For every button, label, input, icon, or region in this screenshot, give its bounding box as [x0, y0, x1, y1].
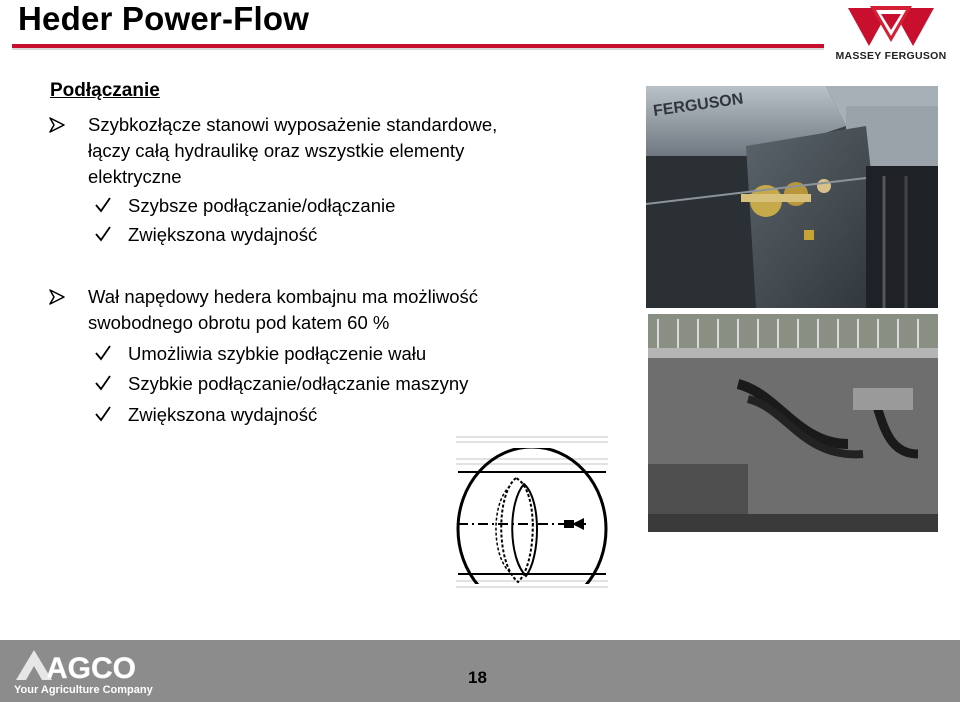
sub-bullet-text: Umożliwia szybkie podłączenie wału [128, 343, 427, 364]
arrowhead-bullet-icon [48, 288, 66, 306]
driveshaft-rotation-diagram [456, 434, 608, 598]
title-underline-shadow [12, 48, 824, 50]
section-heading: Podłączanie [50, 80, 160, 101]
checkmark-icon [94, 374, 112, 392]
checkmark-icon [94, 196, 112, 214]
machine-brand-label: FERGUSON [652, 90, 745, 120]
header-hydraulics-photo [648, 314, 938, 532]
sub-bullet-text: Zwiększona wydajność [128, 404, 318, 425]
bullet-text: Wał napędowy hedera kombajnu ma możliwość swobodnego obrotu pod katem 60 % [88, 286, 479, 333]
massey-ferguson-wordmark: MASSEY FERGUSON [835, 50, 947, 62]
sub-bullet-text: Szybkie podłączanie/odłączanie maszyny [128, 373, 469, 394]
page-number: 18 [468, 668, 487, 687]
combine-coupling-photo [646, 86, 938, 308]
triple-triangle-icon [828, 2, 954, 50]
slide-title: Heder Power-Flow [18, 0, 310, 37]
agco-wordmark: AGCO [46, 652, 136, 682]
bullet-text: Szybkozłącze stanowi wyposażenie standardowe, łączy całą hydraulikę oraz wszystkie elementy elektryczne [88, 114, 498, 187]
agco-tagline: Your Agriculture Company [14, 684, 153, 696]
checkmark-icon [94, 405, 112, 423]
sub-bullet-text: Szybsze podłączanie/odłączanie [128, 195, 396, 216]
massey-ferguson-logo [828, 2, 954, 66]
checkmark-icon [94, 225, 112, 243]
arrowhead-bullet-icon [48, 116, 66, 134]
sub-bullet-text: Zwiększona wydajność [128, 224, 318, 245]
checkmark-icon [94, 344, 112, 362]
